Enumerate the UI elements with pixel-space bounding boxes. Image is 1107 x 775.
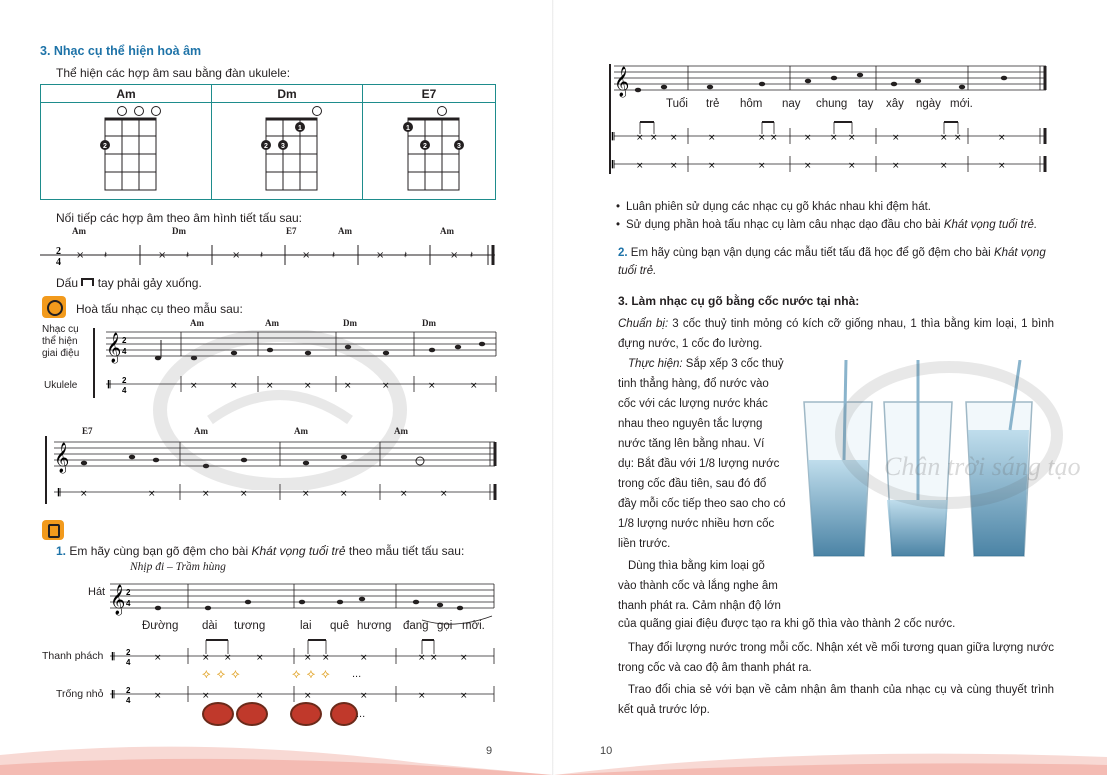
svg-text:×: × [470, 381, 478, 391]
bullet-item: • Sử dụng phần hoà tấu nhạc cụ làm câu nhạc dạo đầu cho bài Khát vọng tuổi trẻ. [626, 216, 1037, 234]
lyric-word: mới. [950, 98, 973, 110]
svg-text:×: × [440, 489, 448, 499]
ukulele-chord-diagram [247, 104, 327, 196]
drum-icon [202, 702, 234, 726]
chord-name-am: Am [41, 85, 212, 103]
drum-icon [290, 702, 322, 726]
svg-text:×: × [670, 133, 678, 143]
rhythm-chord: Am [338, 226, 352, 236]
chord-name-dm: Dm [212, 85, 363, 103]
bottom-wave-decoration [0, 735, 1107, 775]
svg-text:4: 4 [56, 257, 61, 268]
svg-text:𝄽: 𝄽 [186, 250, 190, 261]
svg-text:2: 2 [126, 648, 131, 657]
exercise-3-title: 3. Làm nhạc cụ gõ bằng cốc nước tại nhà: [618, 294, 860, 308]
svg-text:1: 1 [298, 124, 302, 132]
svg-text:×: × [230, 381, 238, 391]
svg-text:×: × [232, 250, 241, 261]
lyric-word: dài [202, 620, 218, 632]
svg-text:×: × [304, 691, 312, 701]
rhythm-chord: Am [72, 226, 86, 236]
left-page [0, 0, 553, 775]
svg-text:×: × [758, 161, 766, 171]
label-melody: Nhạc cụ thể hiện giai điệu [42, 324, 80, 359]
svg-text:2: 2 [103, 142, 107, 150]
svg-text:×: × [940, 133, 948, 143]
drum-icon [330, 702, 358, 726]
svg-text:×: × [650, 133, 658, 143]
svg-text:×: × [302, 489, 310, 499]
svg-text:×: × [80, 489, 88, 499]
share-text: Trao đổi chia sẻ với bạn về cảm nhận âm thanh của nhạc cụ và cùng thuyết trình kết quả trước lớp. [618, 684, 1054, 716]
rhythm-chord: E7 [286, 226, 297, 236]
lyric-word: hôm [740, 98, 763, 110]
svg-text:×: × [450, 250, 459, 261]
lyric-word: quê [330, 620, 350, 632]
svg-text:×: × [360, 653, 368, 663]
svg-text:×: × [376, 250, 385, 261]
svg-text:×: × [418, 691, 426, 701]
ensemble-chord: Am [394, 426, 408, 436]
ensemble-chord: Dm [422, 318, 436, 328]
exercise-2: 2. Em hãy cùng bạn vận dụng các mẫu tiết tấu đã học để gõ đệm cho bài Khát vọng tuổi trẻ. [618, 247, 1046, 277]
chord-intro: Thể hiện các hợp âm sau bằng đàn ukulele: [56, 66, 291, 80]
watermark-text: Chân trời sáng tạo [884, 452, 1081, 481]
svg-text:×: × [322, 653, 330, 663]
svg-text:×: × [190, 381, 198, 391]
svg-text:𝄃: 𝄃 [612, 160, 615, 171]
svg-text:𝄃: 𝄃 [612, 132, 615, 143]
svg-text:×: × [418, 653, 426, 663]
svg-text:×: × [460, 691, 468, 701]
tempo-marking: Nhịp đi – Trầm hùng [130, 561, 226, 573]
svg-text:2: 2 [126, 686, 131, 695]
svg-text:𝄽: 𝄽 [470, 250, 474, 261]
label-clapper: Thanh phách [42, 650, 104, 662]
svg-text:×: × [340, 489, 348, 499]
svg-text:×: × [256, 653, 264, 663]
chord-name-e7: E7 [363, 85, 496, 103]
svg-text:2: 2 [126, 588, 131, 597]
svg-text:×: × [636, 161, 644, 171]
svg-text:×: × [892, 161, 900, 171]
svg-text:𝄃: 𝄃 [112, 652, 115, 663]
svg-text:𝄽: 𝄽 [332, 250, 336, 261]
ensemble-chord: Am [190, 318, 204, 328]
lyric-word: ngày [916, 98, 941, 110]
ensemble-chord: E7 [82, 426, 93, 436]
downstroke-note: Dấu tay phải gảy xuống. [56, 276, 202, 290]
svg-text:2: 2 [264, 142, 268, 150]
rhythm-intro: Nối tiếp các hợp âm theo âm hình tiết tấu sau: [56, 211, 303, 225]
svg-text:×: × [202, 489, 210, 499]
lyric-word: tương [234, 620, 266, 632]
svg-text:×: × [460, 653, 468, 663]
svg-text:×: × [804, 161, 812, 171]
svg-text:1: 1 [406, 124, 410, 132]
page-number-right: 10 [600, 745, 613, 757]
svg-text:×: × [154, 691, 162, 701]
exercise-1: 1. Em hãy cùng bạn gõ đệm cho bài Khát vọng tuổi trẻ theo mẫu tiết tấu sau: [56, 544, 465, 558]
svg-text:×: × [266, 381, 274, 391]
svg-text:𝄽: 𝄽 [260, 250, 264, 261]
lyric-word: lai [300, 620, 312, 632]
rhythm-chord: Am [440, 226, 454, 236]
svg-text:×: × [344, 381, 352, 391]
chord-diagram-dm [212, 103, 363, 200]
ukulele-chord-diagram [86, 104, 166, 196]
label-ukulele: Ukulele [44, 380, 78, 391]
lyric-word: gọi [437, 620, 453, 632]
ensemble-chord: Am [294, 426, 308, 436]
svg-text:×: × [940, 161, 948, 171]
lyric-word: Đường [142, 620, 179, 632]
right-page [554, 0, 1107, 775]
svg-text:×: × [848, 161, 856, 171]
svg-text:4: 4 [122, 347, 127, 356]
lyric-word: trẻ [706, 98, 720, 110]
label-sing: Hát [88, 586, 106, 598]
lyric-word: xây [886, 98, 904, 110]
svg-text:×: × [360, 691, 368, 701]
svg-text:4: 4 [122, 386, 127, 395]
svg-text:×: × [758, 133, 766, 143]
svg-text:3: 3 [457, 142, 461, 150]
lyric-word: chung [816, 98, 848, 110]
svg-text:2: 2 [56, 246, 61, 257]
chord-table [40, 84, 496, 200]
svg-text:𝄞: 𝄞 [54, 443, 70, 473]
procedure-text: Thực hiện: Sắp xếp 3 cốc thuỷ tinh thẳng hàng, đổ nước vào cốc với các lượng nước khác nhau theo nguyên tắc lượng nước tăng lên bằng nhau. Ví dụ: Bắt đầu với 1/8 lượng nước trong cốc đầu tiên, sau đó đổ đầy mỗi cốc tiếp theo sao cho có 1/8 lượng nước nhiều hơn cốc liền trước. Dùng thìa bằng kim loại gõ vào thành cốc và lắng nghe âm thanh phát ra. Cảm nhận độ lớn [618, 358, 786, 612]
svg-text:×: × [848, 133, 856, 143]
lyric-word: mời. [462, 620, 485, 632]
continuation-dots: ... [356, 708, 366, 720]
tap-end-text: của quãng giai điệu được tạo ra khi gõ thìa vào thành 2 cốc nước. [618, 618, 956, 630]
svg-text:4: 4 [126, 658, 131, 667]
watermark-logo [150, 330, 410, 490]
svg-text:×: × [302, 250, 311, 261]
watermark-logo [834, 360, 1064, 510]
ensemble-title: Hoà tấu nhạc cụ theo mẫu sau: [76, 302, 243, 316]
svg-text:×: × [400, 489, 408, 499]
ensemble-icon [42, 296, 66, 318]
lyric-word: nay [782, 98, 801, 110]
svg-text:×: × [154, 653, 162, 663]
svg-text:×: × [954, 133, 962, 143]
svg-text:×: × [158, 250, 167, 261]
svg-text:×: × [770, 133, 778, 143]
ensemble-chord: Dm [343, 318, 357, 328]
svg-text:×: × [430, 653, 438, 663]
chord-diagram-am [41, 103, 212, 200]
svg-text:𝄃: 𝄃 [58, 488, 61, 499]
song-score-continued [608, 60, 1050, 178]
practice-icon [42, 520, 64, 540]
ukulele-chord-diagram [389, 104, 469, 196]
svg-text:𝄞: 𝄞 [614, 67, 630, 97]
svg-text:2: 2 [423, 142, 427, 150]
svg-text:𝄽: 𝄽 [404, 250, 408, 261]
svg-text:×: × [998, 161, 1006, 171]
svg-text:2: 2 [122, 376, 127, 385]
svg-text:𝄃: 𝄃 [112, 690, 115, 701]
svg-text:×: × [998, 133, 1006, 143]
svg-text:×: × [224, 653, 232, 663]
bullet-item: • Luân phiên sử dụng các nhạc cụ gõ khác nhau khi đệm hát. [626, 198, 931, 216]
lyric-word: tay [858, 98, 874, 110]
svg-text:×: × [804, 133, 812, 143]
svg-text:𝄞: 𝄞 [106, 333, 122, 363]
svg-text:×: × [636, 133, 644, 143]
change-water-text: Thay đổi lượng nước trong mỗi cốc. Nhận xét về mối tương quan giữa lượng nước trong cốc và cao độ âm thanh phát ra. [618, 642, 1054, 674]
drum-icon [236, 702, 268, 726]
lyric-word: đang [403, 620, 429, 632]
song-score [104, 574, 500, 704]
downstroke-symbol-icon [81, 278, 94, 286]
continuation-dots: ... [352, 668, 362, 680]
ensemble-chord: Am [194, 426, 208, 436]
chord-diagram-e7 [363, 103, 496, 200]
rhythm-staff [40, 238, 500, 272]
svg-text:×: × [256, 691, 264, 701]
svg-text:×: × [304, 653, 312, 663]
svg-text:×: × [428, 381, 436, 391]
svg-text:×: × [670, 161, 678, 171]
lyric-word: hương [357, 620, 392, 632]
svg-text:𝄃: 𝄃 [108, 380, 111, 391]
svg-text:×: × [708, 161, 716, 171]
section-heading: 3. Nhạc cụ thể hiện hoà âm [40, 44, 202, 58]
page-number-left: 9 [486, 745, 493, 757]
svg-text:4: 4 [126, 599, 131, 608]
svg-text:×: × [202, 691, 210, 701]
clapper-icon: ⟡⟡⟡ [292, 666, 336, 681]
rhythm-chord: Dm [172, 226, 186, 236]
svg-text:×: × [148, 489, 156, 499]
svg-text:2: 2 [122, 336, 127, 345]
svg-text:×: × [202, 653, 210, 663]
preparation-text: Chuẩn bị: 3 cốc thuỷ tinh mỏng có kích cỡ giống nhau, 1 thìa bằng kim loại, 1 bình đựng nước, 1 cốc đo lường. [618, 318, 1054, 350]
svg-text:3: 3 [281, 142, 285, 150]
svg-text:×: × [240, 489, 248, 499]
ensemble-chord: Am [265, 318, 279, 328]
label-snare: Trống nhỏ [56, 688, 104, 700]
svg-text:𝄽: 𝄽 [104, 250, 108, 261]
svg-text:×: × [382, 381, 390, 391]
svg-text:×: × [892, 133, 900, 143]
svg-text:×: × [708, 133, 716, 143]
clapper-icon: ⟡⟡⟡ [202, 666, 246, 681]
svg-text:4: 4 [126, 696, 131, 704]
lyric-word: Tuổi [666, 98, 688, 110]
svg-text:×: × [76, 250, 85, 261]
svg-text:×: × [304, 381, 312, 391]
svg-text:𝄞: 𝄞 [110, 585, 126, 615]
svg-text:×: × [830, 133, 838, 143]
